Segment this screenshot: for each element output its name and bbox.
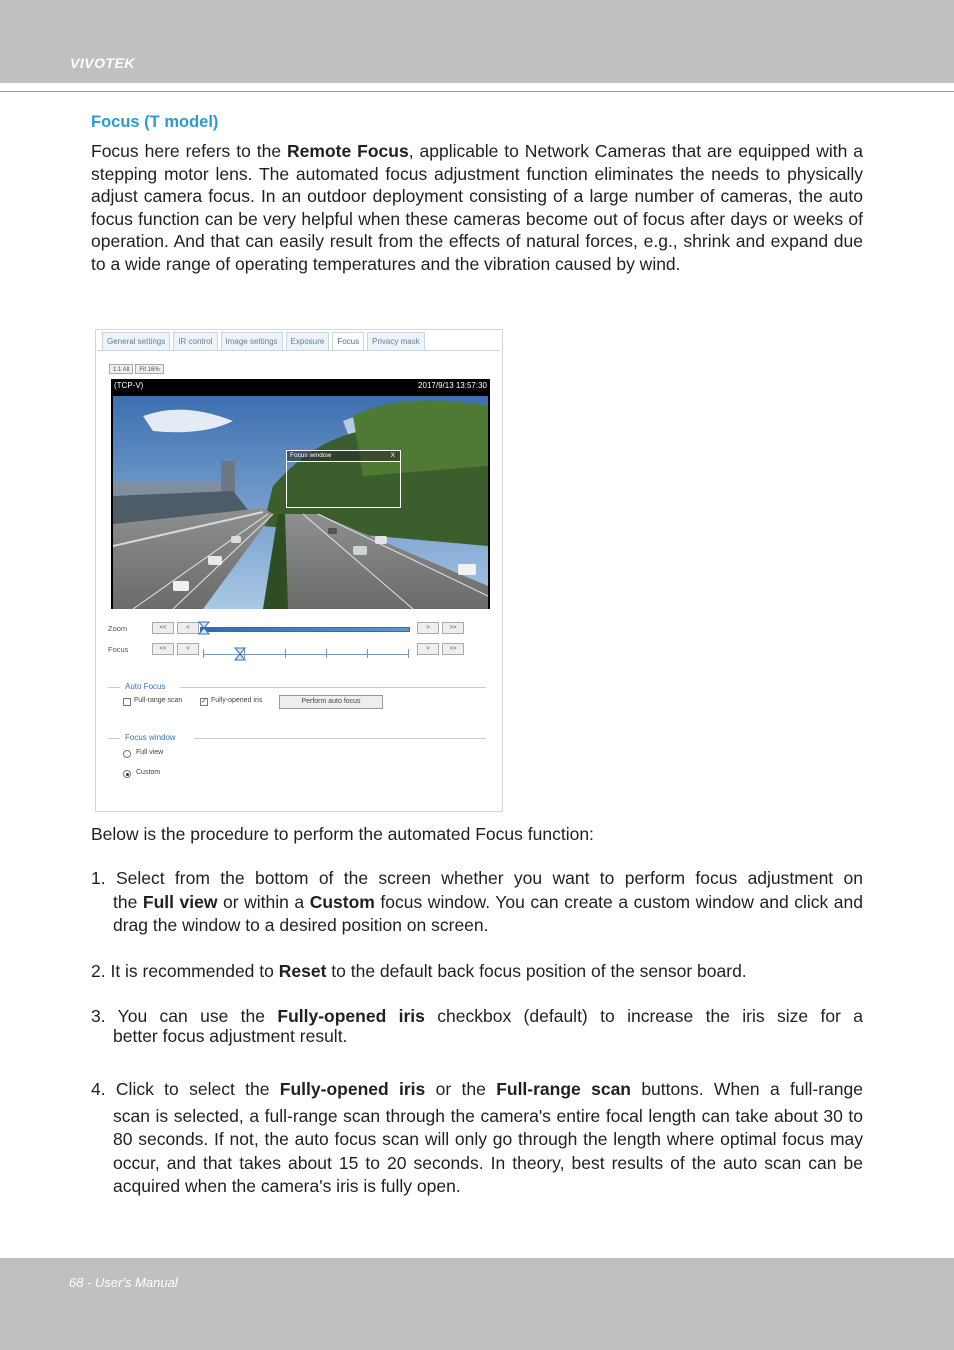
- focus-label: Focus: [108, 645, 129, 654]
- tab-exposure[interactable]: Exposure: [286, 332, 330, 350]
- step-2: [91, 960, 863, 984]
- header-bar: [0, 0, 954, 83]
- tab-ir-control[interactable]: IR control: [173, 332, 217, 350]
- close-icon[interactable]: X: [390, 452, 395, 459]
- focus-tick: [285, 649, 286, 658]
- focus-far-button[interactable]: >: [417, 643, 439, 655]
- tab-image-settings[interactable]: Image settings: [221, 332, 283, 350]
- focus-window-group-title: Focus window: [125, 733, 176, 742]
- focus-tick: [367, 649, 368, 658]
- camera-timestamp: 2017/9/13 13:57:30: [418, 381, 487, 390]
- tab-focus[interactable]: Focus: [332, 332, 364, 350]
- tab-privacy-mask[interactable]: Privacy mask: [367, 332, 425, 350]
- focus-window-overlay[interactable]: [286, 450, 401, 508]
- tab-general-settings[interactable]: General settings: [102, 332, 170, 350]
- focus-tick: [203, 649, 204, 658]
- focus-tick: [408, 649, 409, 658]
- step-3: [91, 1006, 863, 1046]
- intro-paragraph: Focus here refers to the Remote Focus, applicable to Network Cameras that are equipped with a stepping motor lens. The automated focus adjustment function eliminates the needs to physically adjust camera focus. In an outdoor deployment consisting of a large number of cameras, the auto focus function can be very helpful when these cameras become out of focus after days or weeks of operation. And that can easily result from the effects of natural forces, e.g., shrink and expand due to a wide range of operating temperatures and the vibration caused by wind.: [91, 141, 863, 274]
- step-1-first-line: 1. Select from the bottom of the screen whether you want to perform focus adjustment on: [91, 868, 863, 888]
- group-divider: [108, 687, 120, 688]
- zoom-wide-fast-button[interactable]: <<: [152, 622, 174, 634]
- zoom-tele-fast-button[interactable]: >>: [442, 622, 464, 634]
- page-number: 68 - User's Manual: [69, 1275, 178, 1290]
- step-1-continuation: the Full view or within a Custom focus window. You can create a custom window and click and drag the window to a desired position on screen.: [113, 891, 864, 935]
- focus-slider-handle[interactable]: [234, 647, 246, 661]
- custom-radio[interactable]: [123, 770, 131, 778]
- brand-logo: VIVOTEK: [70, 55, 135, 71]
- auto-focus-title: Auto Focus: [125, 682, 166, 691]
- camera-image: [113, 396, 488, 609]
- zoom-slider-handle[interactable]: [198, 621, 210, 635]
- view-1to1-button[interactable]: 1:1 All: [109, 364, 133, 374]
- step-2-text: 2. It is recommended to Reset to the default back focus position of the sensor board.: [91, 961, 747, 981]
- full-range-scan-checkbox[interactable]: [123, 698, 131, 706]
- focus-window-titlebar[interactable]: [287, 451, 400, 462]
- full-range-scan-label: Full-range scan: [134, 697, 183, 704]
- view-size-buttons: [109, 364, 164, 374]
- zoom-wide-button[interactable]: <: [177, 622, 199, 634]
- live-view: [111, 379, 490, 609]
- step-1: [91, 867, 863, 938]
- tab-divider: [98, 350, 500, 351]
- focus-tick: [326, 649, 327, 658]
- zoom-label: Zoom: [108, 624, 128, 633]
- header-divider: [0, 91, 954, 92]
- custom-label: Custom: [136, 769, 161, 776]
- step-4: [91, 1078, 863, 1199]
- step-3-continuation: better focus adjustment result.: [113, 1026, 348, 1046]
- camera-name: (TCP-V): [114, 381, 144, 390]
- section-title: Focus (T model): [91, 113, 219, 131]
- live-view-caption: [111, 379, 490, 392]
- full-view-radio[interactable]: [123, 750, 131, 758]
- procedure-intro: Below is the procedure to perform the automated Focus function:: [91, 824, 594, 844]
- view-fit-button[interactable]: Fit 16%: [135, 364, 163, 374]
- step-3-first-line: 3. You can use the Fully-opened iris checkbox (default) to increase the iris size for a: [91, 1006, 863, 1026]
- group-divider: [194, 738, 486, 739]
- footer-bar: [0, 1258, 954, 1350]
- settings-tabs: [102, 332, 425, 350]
- step-4-first-line: 4. Click to select the Fully-opened iris or the Full-range scan buttons. When a full-range: [91, 1079, 863, 1099]
- zoom-tele-button[interactable]: >: [417, 622, 439, 634]
- focus-far-fast-button[interactable]: >>: [442, 643, 464, 655]
- fully-opened-iris-label: Fully-opened iris: [211, 697, 263, 704]
- focus-settings-screenshot: [95, 329, 503, 812]
- perform-auto-focus-button[interactable]: Perform auto focus: [279, 695, 383, 709]
- focus-near-button[interactable]: <: [177, 643, 199, 655]
- group-divider: [180, 687, 486, 688]
- fully-opened-iris-checkbox[interactable]: ✓: [201, 698, 207, 705]
- focus-window-title: Focus window: [290, 452, 332, 459]
- step-4-continuation: scan is selected, a full-range scan through the camera's entire focal length can take about 30 to 80 seconds. If not, the auto focus scan will only go through the length where optimal focus may occur, and that takes about 15 to 20 seconds. In theory, best results of the auto scan can be acquired when the camera's iris is fully open.: [113, 1105, 863, 1196]
- full-view-label: Full view: [136, 749, 164, 756]
- focus-near-fast-button[interactable]: <<: [152, 643, 174, 655]
- zoom-slider[interactable]: [200, 627, 410, 632]
- group-divider: [108, 738, 120, 739]
